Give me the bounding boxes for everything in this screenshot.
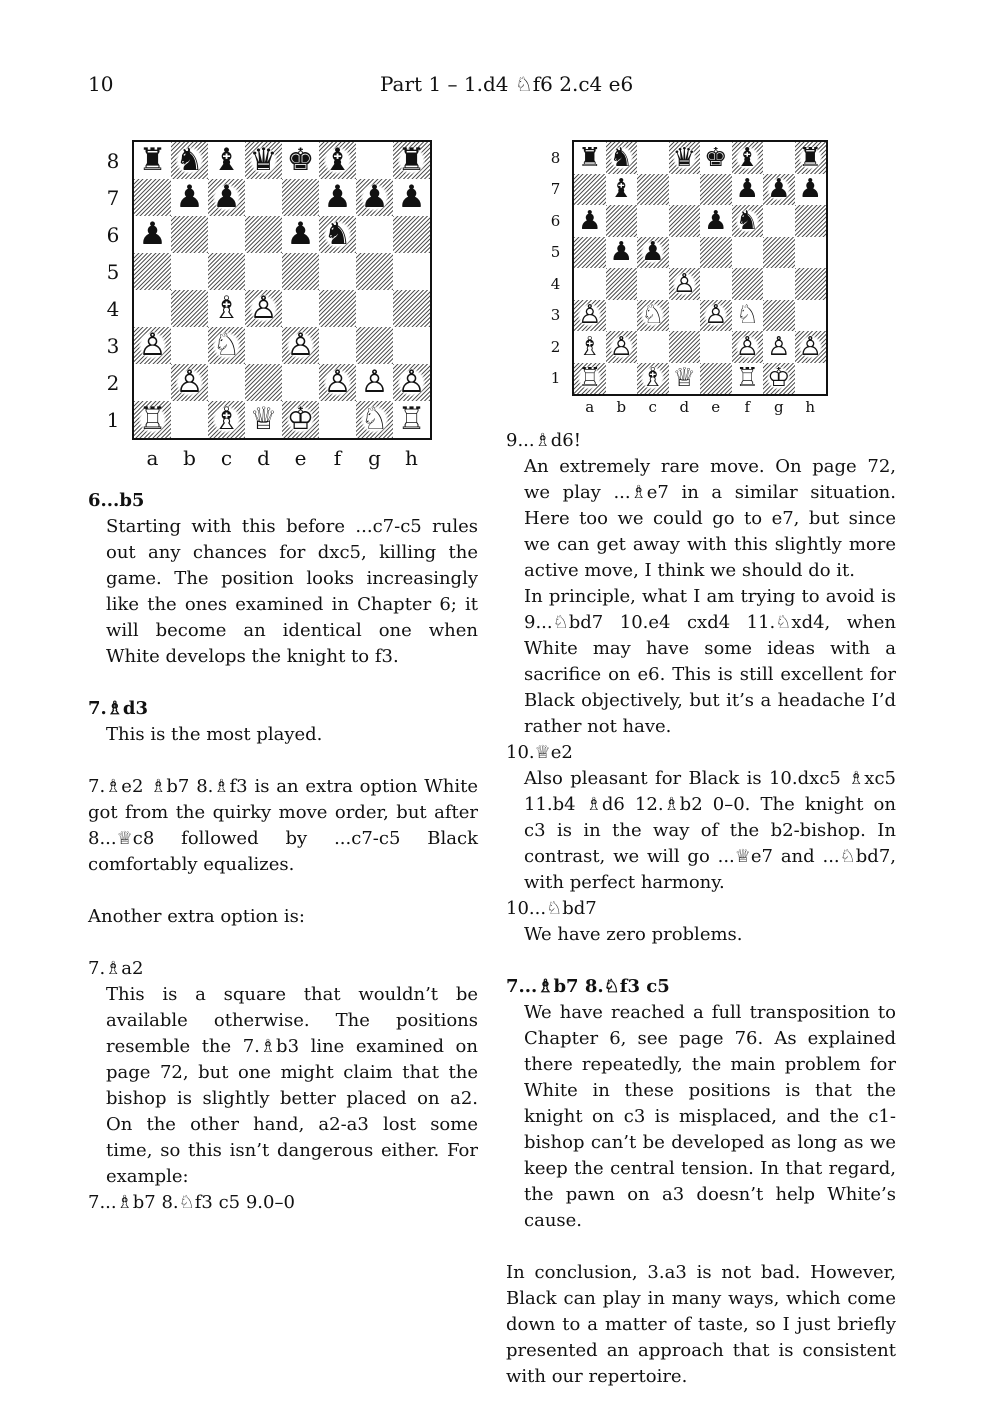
chess-piece-icon: ♟ <box>360 179 389 215</box>
chess-piece-icon: ♟ <box>286 216 315 252</box>
left-column <box>88 488 478 1216</box>
board-square-b6 <box>171 216 208 253</box>
chess-piece-icon: ♘ <box>360 401 389 437</box>
file-label: h <box>405 446 418 470</box>
chess-piece-icon: ♟ <box>641 237 665 268</box>
chess-piece-icon: ♞ <box>323 216 352 252</box>
chess-piece-icon: ♗ <box>212 290 241 326</box>
board-square-b6 <box>606 205 638 237</box>
file-label: b <box>183 446 196 470</box>
board-square-d1 <box>245 401 282 438</box>
file-label: e <box>294 446 307 470</box>
move-line: 10...♘bd7 <box>506 898 597 919</box>
board-square-e1 <box>700 363 732 395</box>
rank-label: 8 <box>550 148 561 167</box>
file-label: e <box>711 398 721 416</box>
chess-piece-icon: ♟ <box>175 179 204 215</box>
board-square-b3 <box>171 327 208 364</box>
board-square-c7 <box>637 174 669 206</box>
board-square-d4 <box>245 290 282 327</box>
board-square-g6 <box>356 216 393 253</box>
board-square-b7 <box>606 174 638 206</box>
board-square-b7 <box>171 179 208 216</box>
board-square-d6 <box>245 216 282 253</box>
board-square-a4 <box>574 268 606 300</box>
board-square-c3 <box>637 300 669 332</box>
board-square-f4 <box>732 268 764 300</box>
board-square-h7 <box>795 174 827 206</box>
chess-piece-icon: ♕ <box>672 363 696 394</box>
chess-piece-icon: ♝ <box>735 142 759 173</box>
board-square-h1 <box>795 363 827 395</box>
rank-label: 5 <box>550 243 561 262</box>
board-square-e2 <box>700 331 732 363</box>
board-square-a2 <box>134 364 171 401</box>
board-square-c8 <box>208 142 245 179</box>
board-square-a2 <box>574 331 606 363</box>
chess-piece-icon: ♙ <box>175 364 204 400</box>
chess-piece-icon: ♟ <box>798 174 822 205</box>
board-square-g2 <box>763 331 795 363</box>
board-square-h8 <box>393 142 430 179</box>
chess-piece-icon: ♘ <box>735 300 759 331</box>
board-square-f8 <box>732 142 764 174</box>
board-square-d6 <box>669 205 701 237</box>
chess-piece-icon: ♜ <box>798 142 822 173</box>
board-square-d4 <box>669 268 701 300</box>
chess-board <box>132 140 432 440</box>
move-line: 7...♗b7 8.♘f3 c5 9.0–0 <box>88 1192 295 1213</box>
board-square-d2 <box>245 364 282 401</box>
board-square-e1 <box>282 401 319 438</box>
chess-piece-icon: ♔ <box>286 401 315 437</box>
board-square-g8 <box>356 142 393 179</box>
board-square-h5 <box>795 237 827 269</box>
board-square-c2 <box>208 364 245 401</box>
move-line: 10.♕e2 <box>506 742 573 763</box>
paragraph: An extremely rare move. On page 72, we play ...♗e7 in a similar situation. Here too we could go to e7, but since we can get away with this slightly more active move, I think we should do it. <box>524 456 896 581</box>
board-square-g4 <box>356 290 393 327</box>
chess-board <box>572 140 828 396</box>
chess-piece-icon: ♜ <box>138 142 167 178</box>
chess-piece-icon: ♖ <box>397 401 426 437</box>
board-square-e8 <box>282 142 319 179</box>
chess-piece-icon: ♙ <box>672 268 696 299</box>
board-square-g7 <box>356 179 393 216</box>
file-label: b <box>616 398 627 416</box>
chess-diagram-1 <box>100 140 440 480</box>
chess-piece-icon: ♕ <box>249 401 278 437</box>
board-square-e5 <box>700 237 732 269</box>
board-square-b2 <box>606 331 638 363</box>
chess-piece-icon: ♗ <box>212 401 241 437</box>
rank-label: 6 <box>106 222 120 247</box>
chess-piece-icon: ♟ <box>578 205 602 236</box>
file-label: g <box>368 446 381 470</box>
rank-label: 6 <box>550 211 561 230</box>
board-square-b5 <box>171 253 208 290</box>
rank-label: 3 <box>550 306 561 325</box>
board-square-a4 <box>134 290 171 327</box>
board-square-e6 <box>282 216 319 253</box>
board-square-g5 <box>356 253 393 290</box>
paragraph: Also pleasant for Black is 10.dxc5 ♗xc5 11.b4 ♗d6 12.♗b2 0–0. The knight on c3 is in the way of the b2-bishop. In contrast, we will go ...♕e7 and ...♘bd7, with perfect harmony. <box>524 768 896 893</box>
board-square-f6 <box>319 216 356 253</box>
board-square-c5 <box>208 253 245 290</box>
chess-diagram-2 <box>545 140 835 420</box>
board-square-f2 <box>732 331 764 363</box>
board-square-c6 <box>637 205 669 237</box>
chess-piece-icon: ♟ <box>704 205 728 236</box>
chess-piece-icon: ♟ <box>138 216 167 252</box>
board-square-e4 <box>700 268 732 300</box>
board-square-b2 <box>171 364 208 401</box>
move-heading: 6...b5 <box>88 490 145 511</box>
chess-piece-icon: ♝ <box>609 174 633 205</box>
board-square-a6 <box>574 205 606 237</box>
file-label: d <box>679 398 690 416</box>
chess-piece-icon: ♛ <box>672 142 696 173</box>
paragraph: This is the most played. <box>106 724 323 745</box>
move-heading: 7.♗d3 <box>88 698 149 719</box>
move-heading: 7...♗b7 8.♘f3 c5 <box>506 976 670 997</box>
board-square-g5 <box>763 237 795 269</box>
board-square-a3 <box>574 300 606 332</box>
rank-label: 5 <box>106 259 120 284</box>
move-line: 7.♗a2 <box>88 958 144 979</box>
paragraph: Starting with this before ...c7-c5 rules out any chances for dxc5, killing the game. The position looks increasingly like the ones examined in Chapter 6; it will become an identical one when White develops the knight to f3. <box>106 516 478 667</box>
move-line: 9...♗d6! <box>506 430 581 451</box>
board-square-f5 <box>732 237 764 269</box>
board-square-a7 <box>574 174 606 206</box>
board-square-f3 <box>732 300 764 332</box>
chess-piece-icon: ♚ <box>704 142 728 173</box>
board-square-a8 <box>134 142 171 179</box>
paragraph: 7.♗e2 ♗b7 8.♗f3 is an extra option White got from the quirky move order, but after 8...♕c8 followed by ...c7-c5 Black comfortably equalizes. <box>88 776 478 875</box>
page-number: 10 <box>88 72 114 96</box>
file-label: d <box>257 446 270 470</box>
rank-label: 2 <box>550 337 561 356</box>
chess-piece-icon: ♘ <box>641 300 665 331</box>
paragraph: In conclusion, 3.a3 is not bad. However, Black can play in many ways, which come down to a matter of taste, so I just briefly presented an approach that is consistent with our repertoire. <box>506 1262 896 1387</box>
board-square-f5 <box>319 253 356 290</box>
board-square-h5 <box>393 253 430 290</box>
chess-piece-icon: ♟ <box>323 179 352 215</box>
rank-label: 4 <box>106 296 120 321</box>
board-square-a8 <box>574 142 606 174</box>
board-square-g7 <box>763 174 795 206</box>
chess-piece-icon: ♙ <box>767 331 791 362</box>
rank-label: 1 <box>106 407 120 432</box>
board-square-c6 <box>208 216 245 253</box>
board-square-g1 <box>356 401 393 438</box>
board-square-f1 <box>319 401 356 438</box>
board-square-g4 <box>763 268 795 300</box>
file-label: f <box>333 446 342 470</box>
file-label: c <box>648 398 657 416</box>
chess-piece-icon: ♟ <box>767 174 791 205</box>
board-square-c7 <box>208 179 245 216</box>
board-square-h3 <box>795 300 827 332</box>
board-square-h2 <box>795 331 827 363</box>
paragraph: Another extra option is: <box>88 906 305 927</box>
chess-piece-icon: ♙ <box>249 290 278 326</box>
running-head: Part 1 – 1.d4 ♘f6 2.c4 e6 <box>380 72 634 96</box>
file-label: g <box>773 398 784 416</box>
rank-label: 3 <box>106 333 120 358</box>
file-label: a <box>585 398 595 416</box>
board-square-a1 <box>134 401 171 438</box>
board-square-g8 <box>763 142 795 174</box>
board-square-b3 <box>606 300 638 332</box>
board-square-d7 <box>245 179 282 216</box>
board-square-e7 <box>282 179 319 216</box>
chess-piece-icon: ♟ <box>735 174 759 205</box>
board-square-d5 <box>669 237 701 269</box>
board-square-c2 <box>637 331 669 363</box>
board-square-b8 <box>171 142 208 179</box>
chess-piece-icon: ♖ <box>735 363 759 394</box>
board-square-d2 <box>669 331 701 363</box>
board-square-h4 <box>393 290 430 327</box>
board-square-b4 <box>606 268 638 300</box>
chess-piece-icon: ♙ <box>360 364 389 400</box>
board-square-a5 <box>134 253 171 290</box>
board-square-f3 <box>319 327 356 364</box>
file-label: c <box>220 446 233 470</box>
chess-piece-icon: ♙ <box>704 300 728 331</box>
board-square-h2 <box>393 364 430 401</box>
paragraph: This is a square that wouldn’t be available otherwise. The positions resemble the 7.♗b3 line examined on page 72, but one might claim that the bishop is slightly better placed on a2. On the other hand, a2-a3 lost some time, so this isn’t dangerous either. For example: <box>106 984 478 1187</box>
board-square-d8 <box>245 142 282 179</box>
chess-piece-icon: ♝ <box>212 142 241 178</box>
rank-label: 7 <box>550 180 561 199</box>
chess-piece-icon: ♛ <box>249 142 278 178</box>
paragraph: We have reached a full transposition to Chapter 6, see page 76. As explained there repeatedly, the main problem for White in these positions is that the knight on c3 is misplaced, and the c1-bishop can’t be developed as long as we keep the central tension. In that regard, the pawn on a3 doesn’t help White’s cause. <box>524 1002 896 1231</box>
board-square-c4 <box>208 290 245 327</box>
board-square-b4 <box>171 290 208 327</box>
board-square-c1 <box>208 401 245 438</box>
board-square-a1 <box>574 363 606 395</box>
right-column <box>506 428 896 1390</box>
board-square-f8 <box>319 142 356 179</box>
paragraph: In principle, what I am trying to avoid is 9...♘bd7 10.e4 cxd4 11.♘xd4, when White may have some ideas with a sacrifice on e6. This is still excellent for Black objectively, but it’s a headache I’d rather not have. <box>524 586 896 737</box>
board-square-b1 <box>171 401 208 438</box>
chess-piece-icon: ♔ <box>767 363 791 394</box>
chess-piece-icon: ♖ <box>578 363 602 394</box>
chess-piece-icon: ♘ <box>212 327 241 363</box>
chess-piece-icon: ♟ <box>609 237 633 268</box>
chess-piece-icon: ♟ <box>212 179 241 215</box>
chess-piece-icon: ♜ <box>578 142 602 173</box>
board-square-a7 <box>134 179 171 216</box>
file-label: f <box>744 398 751 416</box>
chess-piece-icon: ♙ <box>798 331 822 362</box>
board-square-e7 <box>700 174 732 206</box>
chess-piece-icon: ♟ <box>397 179 426 215</box>
chess-piece-icon: ♖ <box>138 401 167 437</box>
board-square-b1 <box>606 363 638 395</box>
board-square-c4 <box>637 268 669 300</box>
board-square-g3 <box>763 300 795 332</box>
rank-label: 4 <box>550 274 561 293</box>
board-square-d1 <box>669 363 701 395</box>
board-square-e2 <box>282 364 319 401</box>
board-square-f4 <box>319 290 356 327</box>
board-square-h7 <box>393 179 430 216</box>
board-square-f7 <box>319 179 356 216</box>
chess-piece-icon: ♙ <box>578 300 602 331</box>
rank-label: 2 <box>106 370 120 395</box>
board-square-e3 <box>282 327 319 364</box>
chess-piece-icon: ♙ <box>609 331 633 362</box>
chess-piece-icon: ♙ <box>397 364 426 400</box>
board-square-h8 <box>795 142 827 174</box>
board-square-d7 <box>669 174 701 206</box>
file-label: a <box>146 446 159 470</box>
chess-piece-icon: ♞ <box>175 142 204 178</box>
board-square-d5 <box>245 253 282 290</box>
board-square-f1 <box>732 363 764 395</box>
board-square-c1 <box>637 363 669 395</box>
chess-piece-icon: ♜ <box>397 142 426 178</box>
board-square-g2 <box>356 364 393 401</box>
board-square-g6 <box>763 205 795 237</box>
board-square-g1 <box>763 363 795 395</box>
board-square-c3 <box>208 327 245 364</box>
chess-piece-icon: ♞ <box>735 205 759 236</box>
chess-piece-icon: ♙ <box>323 364 352 400</box>
chess-piece-icon: ♞ <box>609 142 633 173</box>
chess-piece-icon: ♗ <box>641 363 665 394</box>
board-square-h6 <box>795 205 827 237</box>
board-square-h3 <box>393 327 430 364</box>
rank-label: 8 <box>106 148 120 173</box>
chess-piece-icon: ♙ <box>286 327 315 363</box>
board-square-a3 <box>134 327 171 364</box>
rank-label: 7 <box>106 185 120 210</box>
board-square-h4 <box>795 268 827 300</box>
board-square-b8 <box>606 142 638 174</box>
board-square-a6 <box>134 216 171 253</box>
board-square-c8 <box>637 142 669 174</box>
board-square-c5 <box>637 237 669 269</box>
board-square-a5 <box>574 237 606 269</box>
file-label: h <box>805 398 816 416</box>
chess-piece-icon: ♙ <box>735 331 759 362</box>
board-square-e8 <box>700 142 732 174</box>
chess-piece-icon: ♝ <box>323 142 352 178</box>
board-square-e4 <box>282 290 319 327</box>
board-square-e5 <box>282 253 319 290</box>
board-square-b5 <box>606 237 638 269</box>
board-square-e6 <box>700 205 732 237</box>
board-square-d8 <box>669 142 701 174</box>
paragraph: We have zero problems. <box>524 924 743 945</box>
board-square-h6 <box>393 216 430 253</box>
board-square-f6 <box>732 205 764 237</box>
board-square-e3 <box>700 300 732 332</box>
board-square-h1 <box>393 401 430 438</box>
chess-piece-icon: ♚ <box>286 142 315 178</box>
chess-piece-icon: ♙ <box>138 327 167 363</box>
rank-label: 1 <box>550 369 561 388</box>
board-square-g3 <box>356 327 393 364</box>
board-square-d3 <box>669 300 701 332</box>
board-square-d3 <box>245 327 282 364</box>
board-square-f2 <box>319 364 356 401</box>
chess-piece-icon: ♗ <box>578 331 602 362</box>
board-square-f7 <box>732 174 764 206</box>
